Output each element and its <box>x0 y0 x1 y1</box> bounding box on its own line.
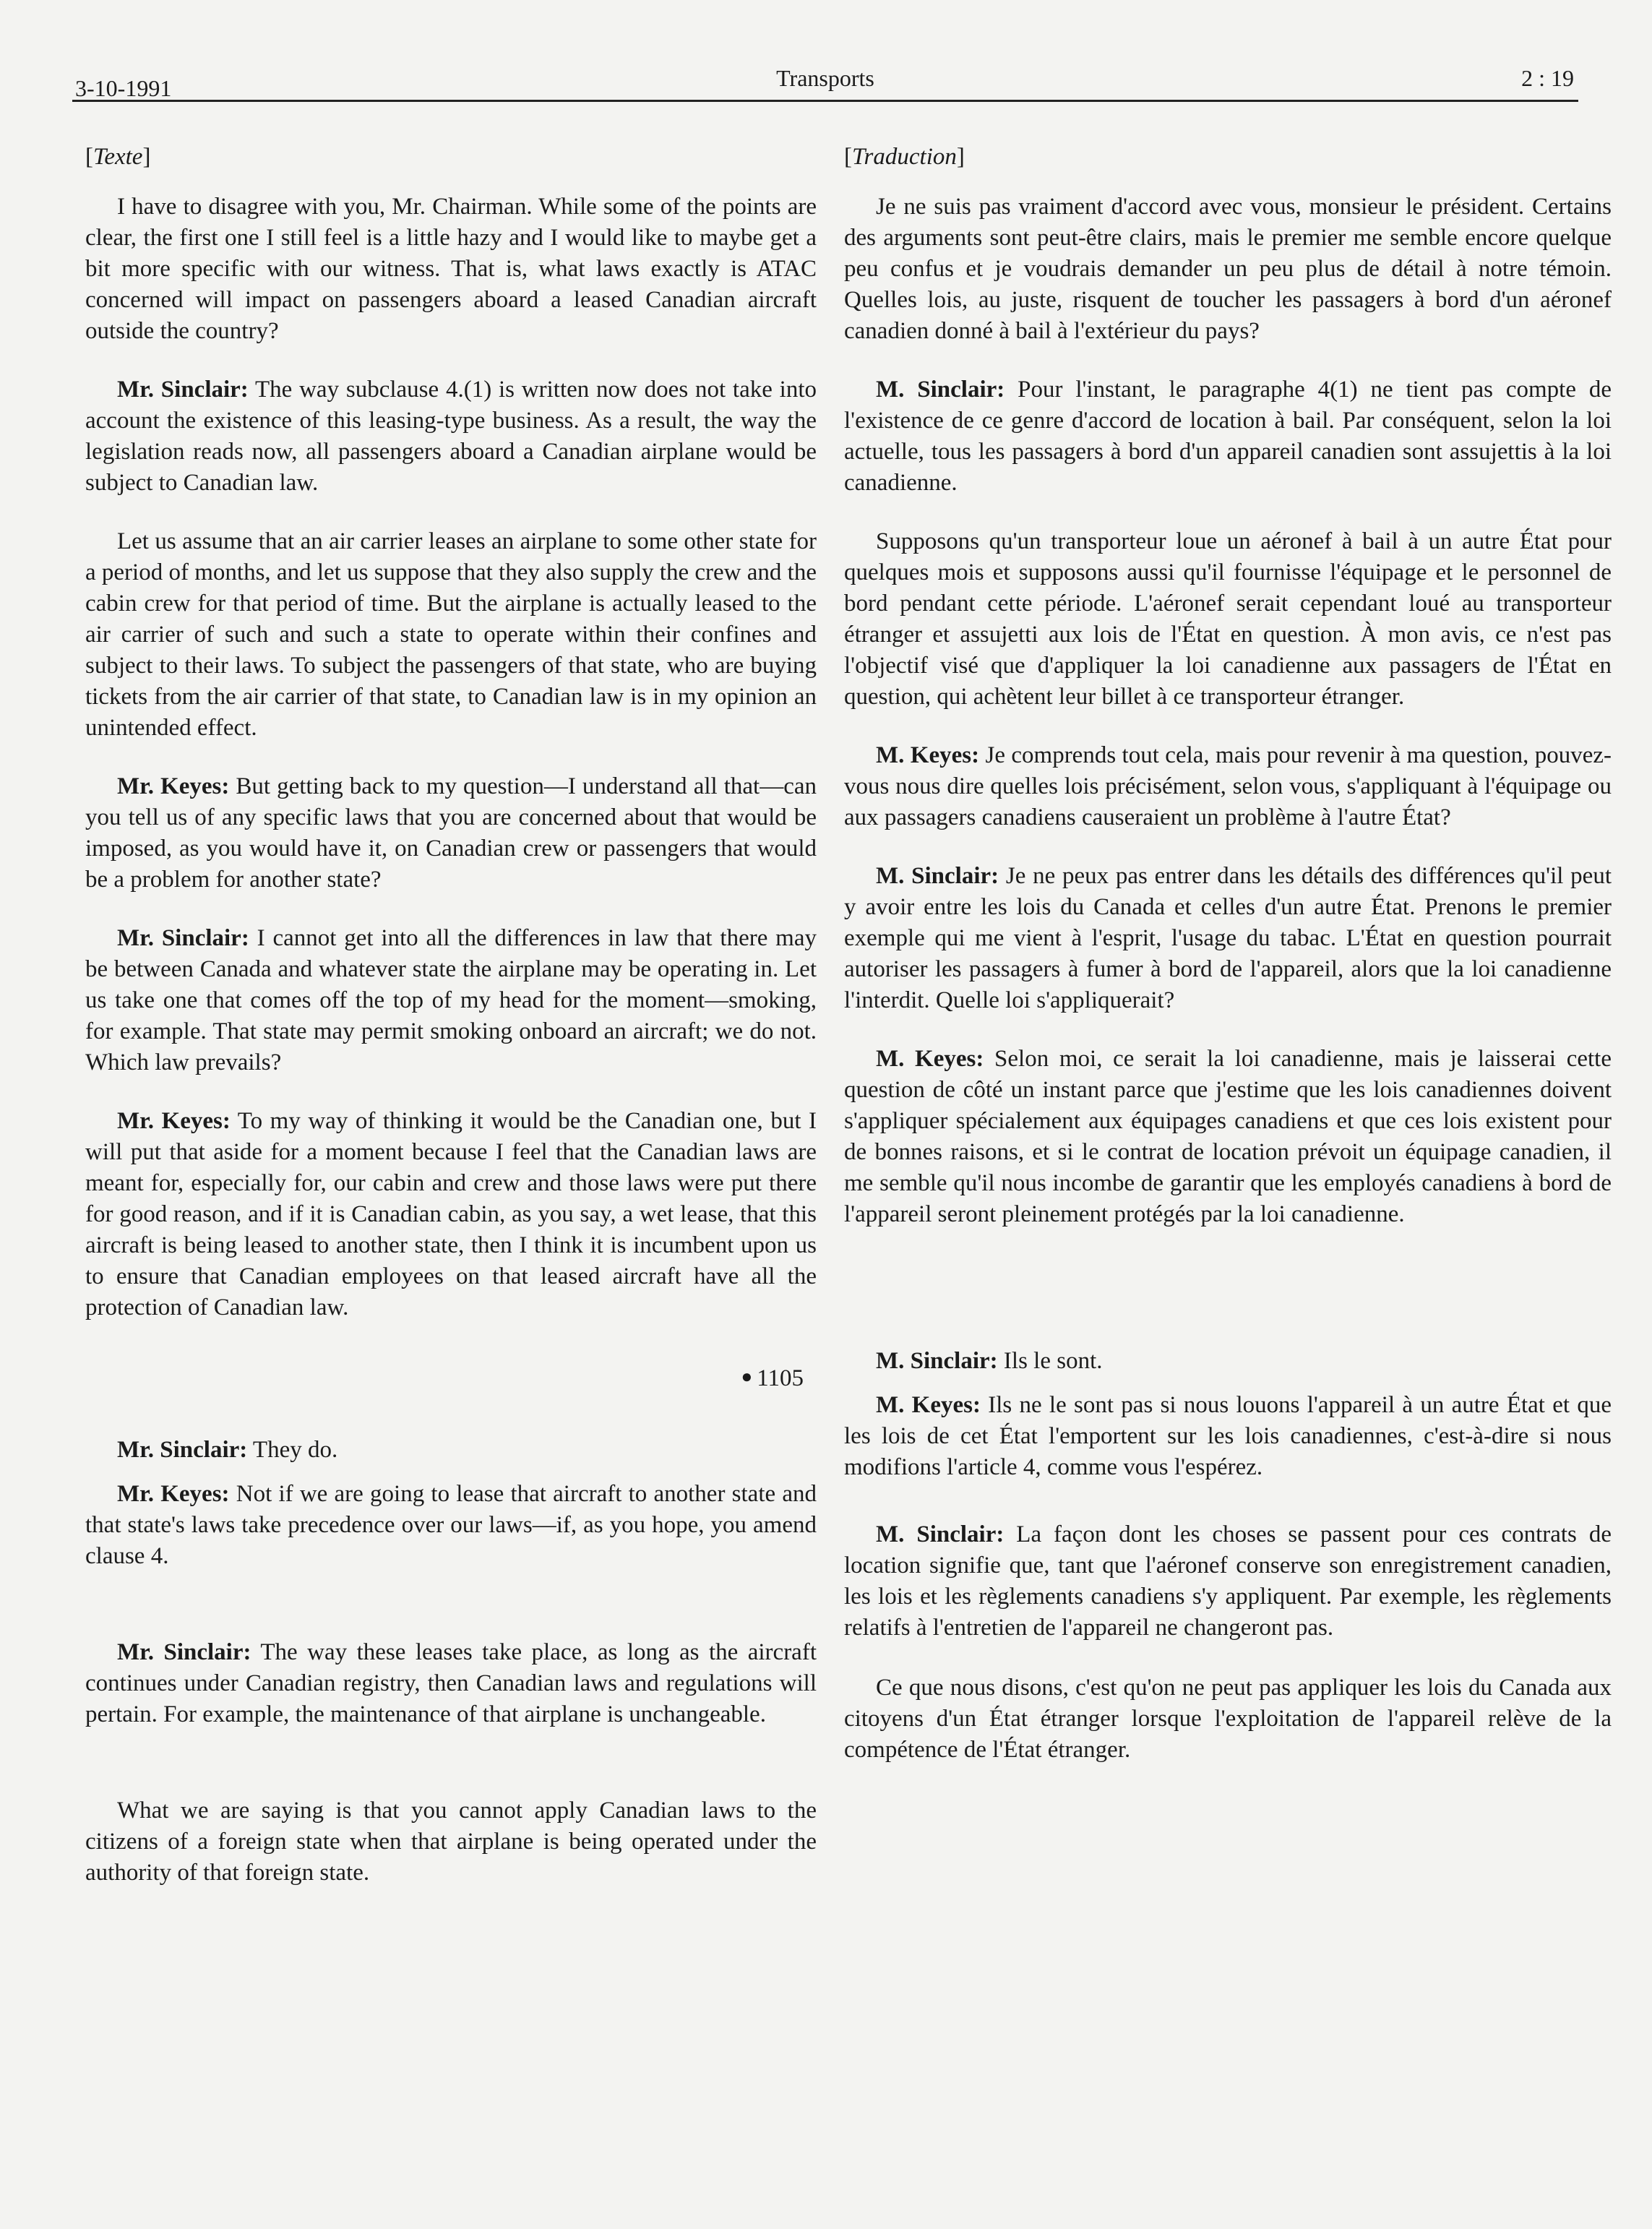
paragraph-text: They do. <box>247 1437 338 1463</box>
header-title: Transports <box>776 65 874 91</box>
french-column <box>844 142 1612 1766</box>
paragraph-text: Ils ne le sont pas si nous louons l'appareil à un autre État et que les lois de cet État l'emportent sur les lois canadiennes, c'est-à-dire si nous modifions l'article 4, comme vous l'espérez. <box>844 1392 1612 1480</box>
label-bracket-close: ] <box>956 144 965 170</box>
paragraph-text: Supposons qu'un transporteur loue un aéronef à bail à un autre État pour quelques mois et supposons aussi qu'il fournisse l'équipage et le personnel de bord pendant cette période. L'aéronef serait cependant loué au transporteur étranger et assujetti aux lois de l'État en question. À mon avis, ce n'est pas l'objectif visé que d'appliquer la loi canadienne aux passagers de l'État en question, qui achètent leur billet à ce transporteur étranger. <box>844 528 1612 710</box>
paragraph-text: The way these leases take place, as long as the aircraft continues under Canadian registry, then Canadian laws and regulations will pertain. For example, the maintenance of that airplane is unchangeable. <box>85 1639 817 1727</box>
paragraph <box>844 1044 1612 1230</box>
speaker-name: M. Sinclair: <box>876 863 999 889</box>
paragraph <box>844 740 1612 833</box>
label-text: Traduction <box>852 144 957 170</box>
speaker-name: M. Sinclair: <box>876 1521 1004 1547</box>
paragraph <box>85 1637 817 1730</box>
paragraph <box>85 1479 817 1572</box>
paragraph-text: I cannot get into all the differences in law that there may be between Canada and whatever state the airplane may be operating in. Let us take one that comes off the top of my head for the moment—smoking, for example. That state may permit smoking onboard an aircraft; we do not. Which law prevails? <box>85 925 817 1075</box>
paragraph-text: Je ne suis pas vraiment d'accord avec vous, monsieur le président. Certains des arguments sont peut-être clairs, mais le premier me semble encore quelque peu confus et je voudrais demander un peu plus de détail à notre témoin. Quelles lois, au juste, risquent de toucher les passagers à bord d'un aéronef canadien donné à bail à l'extérieur du pays? <box>844 194 1612 344</box>
english-column <box>85 142 817 1889</box>
paragraph <box>85 923 817 1078</box>
paragraph-text: Not if we are going to lease that aircraft to another state and that state's laws take precedence over our laws—if, as you hope, you amend clause 4. <box>85 1481 817 1569</box>
label-text: Texte <box>93 144 143 170</box>
speaker-name: M. Sinclair: <box>876 1348 998 1374</box>
paragraph-text: To my way of thinking it would be the Canadian one, but I will put that aside for a moment because I feel that the Canadian laws are meant for, especially for, our cabin and crew and those laws were put there for good reason, and if it is Canadian cabin, as you say, a wet lease, that this aircraft is being leased to another state, then I think it is incumbent upon us to ensure that Canadian employees on that leased aircraft have all the protection of Canadian law. <box>85 1108 817 1320</box>
paragraph <box>85 771 817 896</box>
paragraph-text: Selon moi, ce serait la loi canadienne, mais je laisserai cette question de côté un instant parce que j'estime que les lois canadiennes doivent s'appliquer spécialement aux équipages canadiens et que ces lois existent pour de bonnes raisons, et si le contrat de location prévoit un équipage canadien, il me semble qu'il nous incombe de garantir que les employés canadiens à bord de l'appareil seront pleinement protégés par la loi canadienne. <box>844 1046 1612 1227</box>
time-marker-value: 1105 <box>757 1365 804 1391</box>
speaker-name: Mr. Sinclair: <box>117 1639 251 1665</box>
speaker-name: M. Keyes: <box>876 1046 984 1072</box>
speaker-name: Mr. Sinclair: <box>117 377 249 403</box>
speaker-name: Mr. Keyes: <box>117 1108 231 1134</box>
speaker-name: Mr. Sinclair: <box>117 1437 248 1463</box>
paragraph-text: Pour l'instant, le paragraphe 4(1) ne tient pas compte de l'existence de ce genre d'accord de location à bail. Par conséquent, selon la loi actuelle, tous les passagers à bord d'un appareil canadien sont assujettis à la loi canadienne. <box>844 377 1612 496</box>
paragraph <box>85 192 817 347</box>
speaker-name: Mr. Sinclair: <box>117 925 249 951</box>
paragraph-text: But getting back to my question—I understand all that—can you tell us of any specific laws that you are concerned about that would be imposed, as you would have it, on Canadian crew or passengers that would be a problem for another state? <box>85 773 817 893</box>
paragraph-text: Let us assume that an air carrier leases an airplane to some other state for a period of months, and let us suppose that they also supply the crew and the cabin crew for that period of time. But the airplane is actually leased to the air carrier of such and such a state to operate within their confines and subject to their laws. To subject the passengers of that state, who are buying tickets from the air carrier of that state, to Canadian law is in my opinion an unintended effect. <box>85 528 817 741</box>
paragraph <box>85 1795 817 1889</box>
paragraph <box>844 861 1612 1016</box>
paragraph <box>844 1672 1612 1766</box>
page-header <box>72 62 1578 102</box>
bullet-icon: ● <box>741 1366 753 1387</box>
paragraph-text: The way subclause 4.(1) is written now does not take into account the existence of this leasing-type business. As a result, the way the legislation reads now, all passengers aboard a Canadian airplane would be subject to Canadian law. <box>85 377 817 496</box>
texte-label <box>85 142 817 173</box>
speaker-name: Mr. Keyes: <box>117 773 230 799</box>
speaker-name: M. Keyes: <box>876 742 980 768</box>
paragraph-text: I have to disagree with you, Mr. Chairman. While some of the points are clear, the first one I still feel is a little hazy and I would like to maybe get a bit more specific with our witness. That is, what laws exactly is ATAC concerned will impact on passengers aboard a leased Canadian aircraft outside the country? <box>85 194 817 344</box>
header-date: 3-10-1991 <box>75 75 172 101</box>
paragraph <box>844 1390 1612 1483</box>
speaker-name: Mr. Keyes: <box>117 1481 230 1507</box>
time-marker <box>85 1361 817 1394</box>
paragraph <box>85 526 817 744</box>
paragraph <box>844 526 1612 713</box>
paragraph <box>85 1106 817 1323</box>
paragraph-text: La façon dont les choses se passent pour ces contrats de location signifie que, tant que l'aéronef conserve son enregistrement canadien, les lois et les règlements canadiens s'y appliquent. Par exemple, les règlements relatifs à l'entretien de l'appareil ne changeront pas. <box>844 1521 1612 1641</box>
label-bracket-close: ] <box>142 144 151 170</box>
header-page-number: 2 : 19 <box>1521 65 1574 91</box>
paragraph-text: Je comprends tout cela, mais pour revenir à ma question, pouvez-vous nous dire quelles lois précisément, selon vous, s'appliquant à l'équipage ou aux passagers canadiens causeraient un problème à l'autre État? <box>844 742 1612 830</box>
speaker-name: M. Keyes: <box>876 1392 981 1418</box>
paragraph-text: What we are saying is that you cannot apply Canadian laws to the citizens of a foreign state when that airplane is being operated under the authority of that foreign state. <box>85 1798 817 1886</box>
paragraph-text: Ils le sont. <box>997 1348 1103 1374</box>
paragraph <box>85 374 817 499</box>
traduction-label <box>844 142 1612 173</box>
paragraph <box>844 1346 1612 1377</box>
speaker-name: M. Sinclair: <box>876 377 1005 403</box>
paragraph-text: Je ne peux pas entrer dans les détails des différences qu'il peut y avoir entre les lois du Canada et celles d'un autre État. Prenons le premier exemple qui me vient à l'esprit, l'usage du tabac. L'État en question pourrait autoriser les passagers à fumer à bord de l'appareil, alors que la loi canadienne l'interdit. Quelle loi s'appliquerait? <box>844 863 1612 1013</box>
paragraph <box>844 1519 1612 1644</box>
paragraph <box>844 374 1612 499</box>
paragraph <box>844 192 1612 347</box>
paragraph-text: Ce que nous disons, c'est qu'on ne peut pas appliquer les lois du Canada aux citoyens d'un État étranger lorsque l'exploitation de l'appareil relève de la compétence de l'État étranger. <box>844 1675 1612 1763</box>
paragraph <box>85 1435 817 1466</box>
label-bracket-open: [ <box>85 144 93 170</box>
label-bracket-open: [ <box>844 144 852 170</box>
